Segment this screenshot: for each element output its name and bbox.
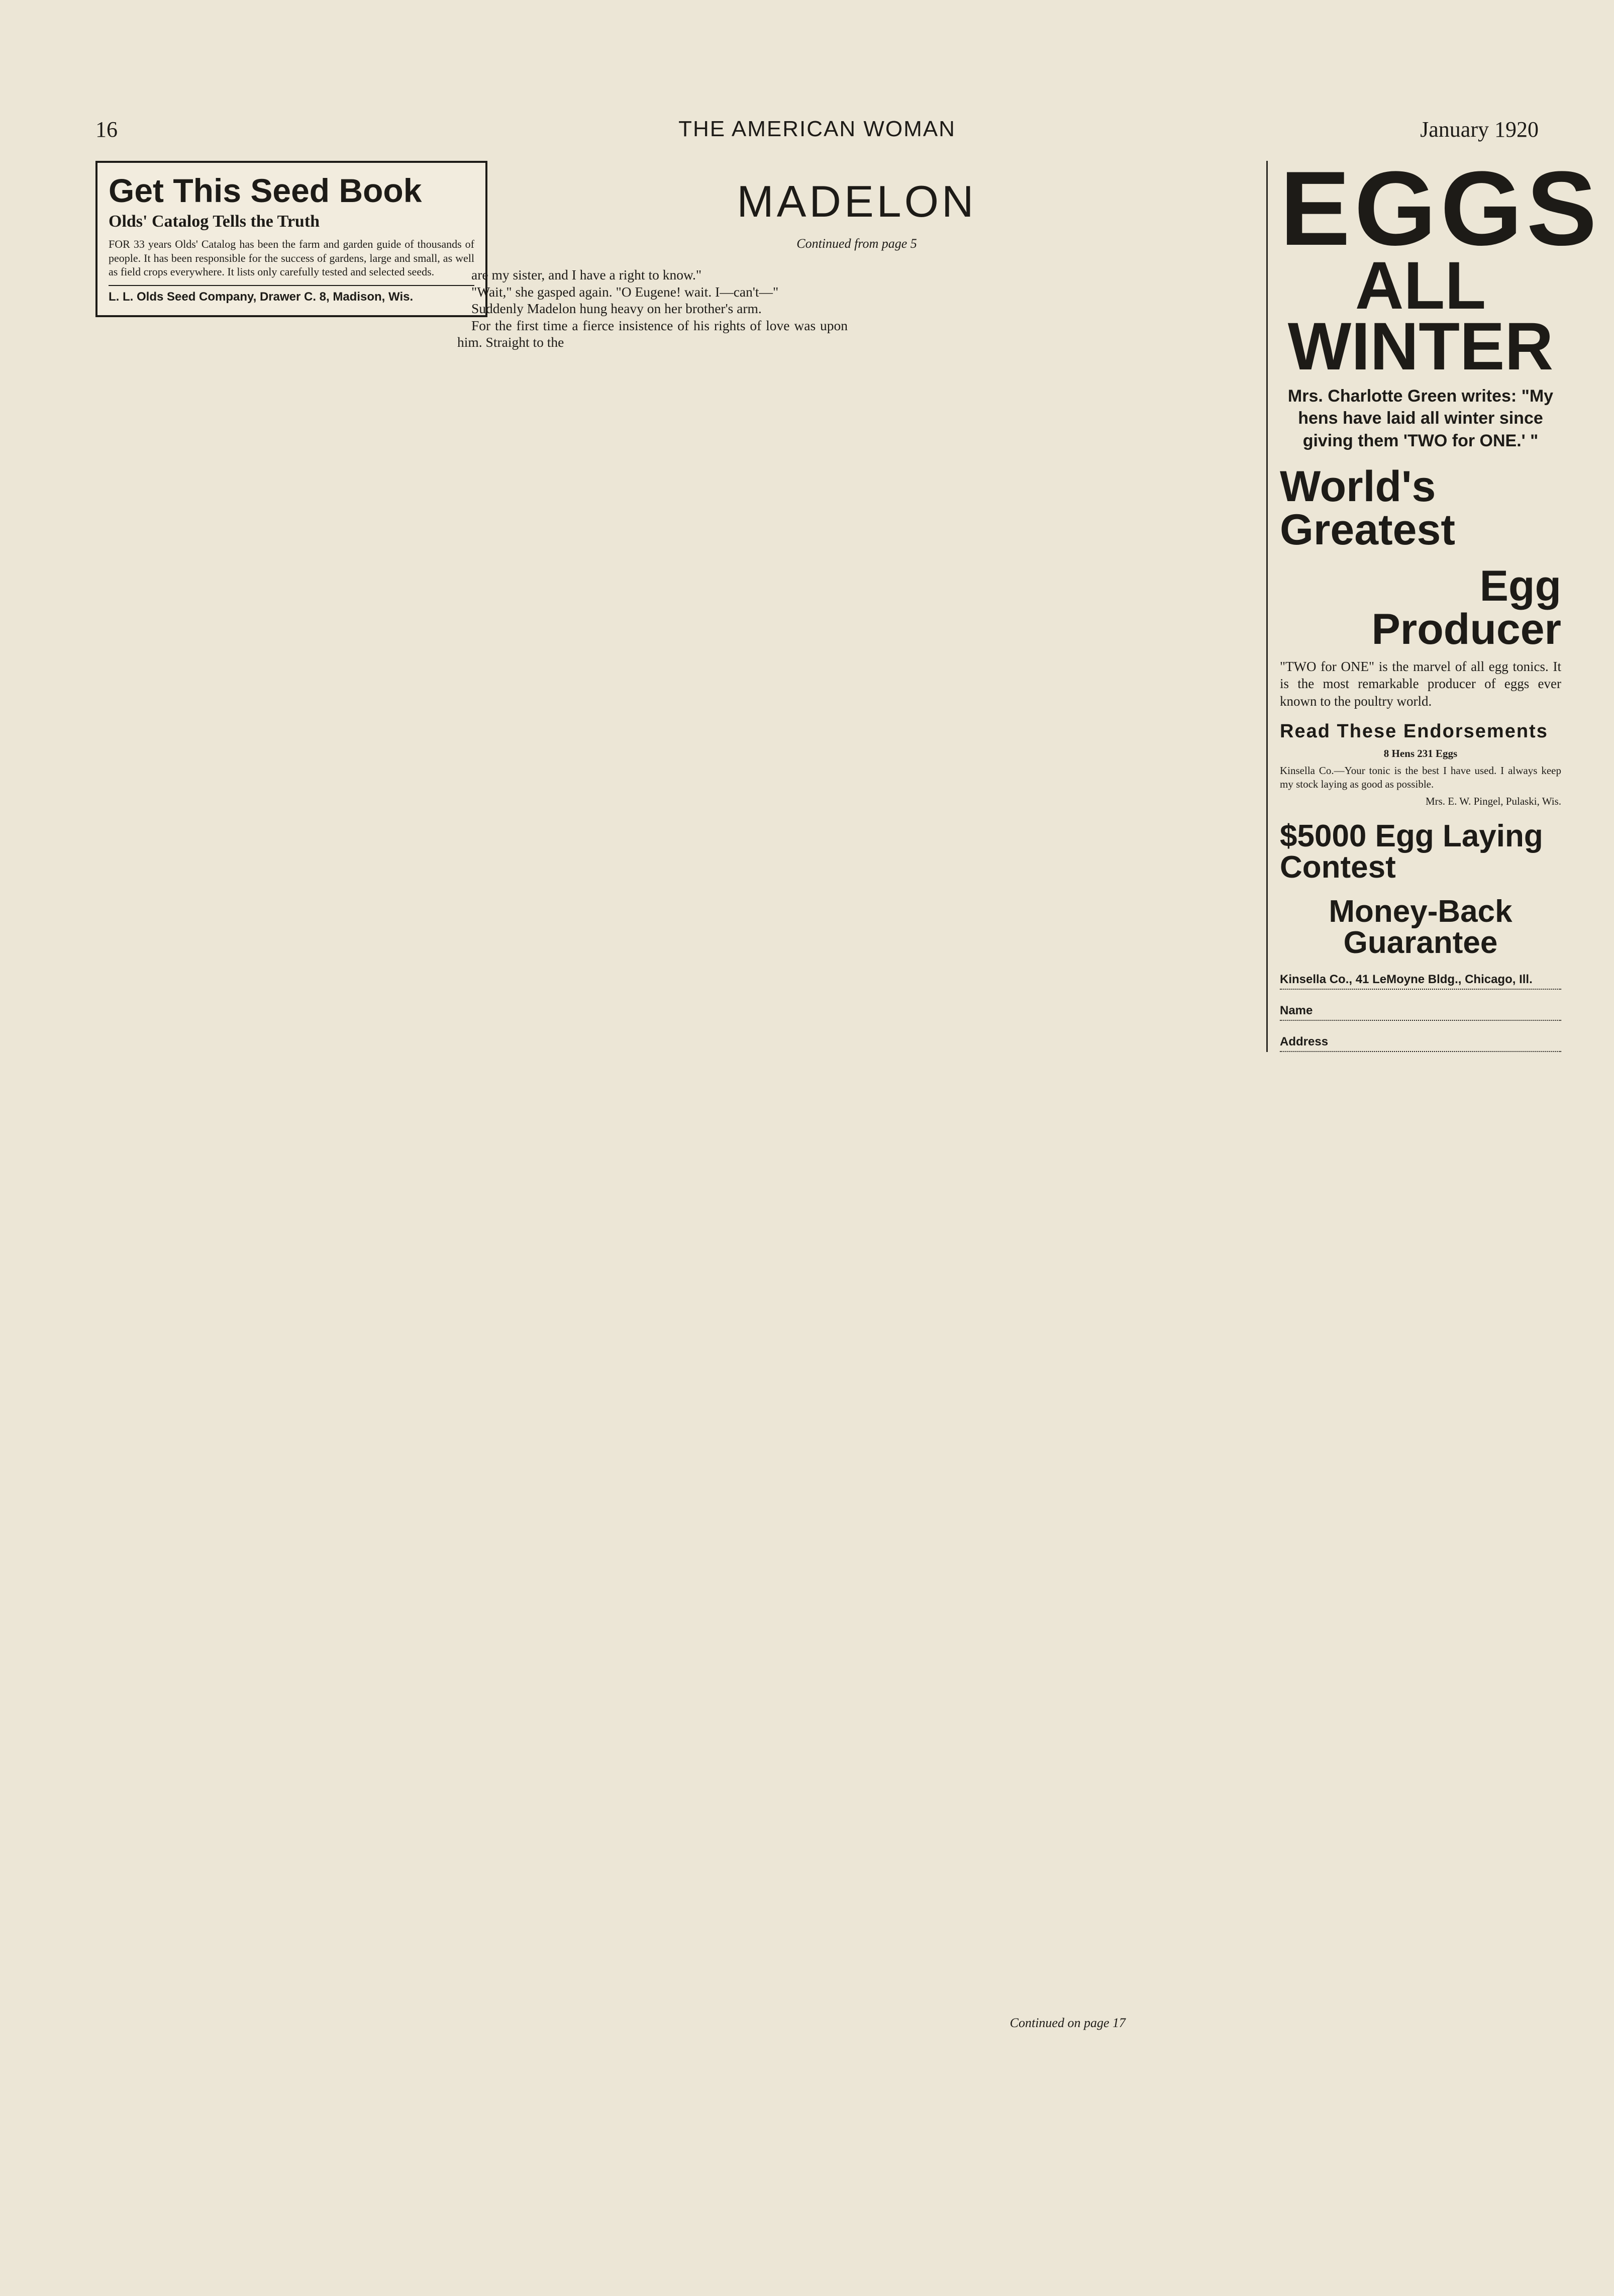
page-number: 16 xyxy=(95,117,118,142)
endorsement xyxy=(1280,747,1561,808)
story-paragraph: "Wait," she gasped again. "O Eugene! wait. I—can't—" xyxy=(471,283,779,300)
ad-body: FOR 33 years Olds' Catalog has been the farm and garden guide of thousands of people. It has been responsible for the success of gardens, large and small, as well as field crops everywhere. It lists only carefully tested and selected seeds. xyxy=(109,238,474,278)
magazine-title: THE AMERICAN WOMAN xyxy=(678,117,956,141)
olds-seed-ad xyxy=(95,161,487,317)
story-body xyxy=(457,266,1256,2011)
address-field[interactable]: Address xyxy=(1280,1035,1561,1052)
eggs-headline-2: Egg Producer xyxy=(1371,561,1561,653)
endorsements-heading: Read These Endorsements xyxy=(1280,721,1548,742)
eggs-hero-line-1: EGGS xyxy=(1280,149,1601,267)
story-paragraph: are my sister, and I have a right to know." xyxy=(471,267,702,282)
eggs-testimonial: Mrs. Charlotte Green writes: "My hens have laid all winter since giving them 'TWO for ONE.' " xyxy=(1287,387,1554,450)
story-title: MADELON xyxy=(737,176,977,226)
story-paragraph: Suddenly Madelon hung heavy on her brother's arm. xyxy=(471,301,762,317)
continued-on: Continued on page 17 xyxy=(1010,2016,1126,2030)
eggs-intro: "TWO for ONE" is the marvel of all egg tonics. It is the most remarkable producer of eggs ever known to the poultry world. xyxy=(1280,658,1561,709)
continued-from: Continued from page 5 xyxy=(796,236,917,251)
page-columns xyxy=(95,149,1601,2212)
ad-subheading: Olds' Catalog Tells the Truth xyxy=(109,212,320,231)
story-paragraph: For the first time a fierce insistence of his rights of love was upon him. Straight to the xyxy=(457,317,848,350)
running-head xyxy=(95,117,1539,152)
story-column xyxy=(457,161,1256,2031)
endorsement-signature: Mrs. E. W. Pingel, Pulaski, Wis. xyxy=(1425,795,1561,807)
ad-footer: L. L. Olds Seed Company, Drawer C. 8, Madison, Wis. xyxy=(109,285,474,304)
eggs-headline-1: World's Greatest xyxy=(1280,462,1455,554)
name-field[interactable]: Name xyxy=(1280,1004,1561,1021)
eggs-hero-line-2: ALL WINTER xyxy=(1287,248,1554,384)
issue-date: January 1920 xyxy=(1420,117,1539,142)
endorsement-heading: 8 Hens 231 Eggs xyxy=(1383,747,1458,760)
eggs-hero xyxy=(1280,149,1601,384)
contest-heading: $5000 Egg Laying Contest xyxy=(1280,819,1543,885)
eggs-ad xyxy=(1266,149,1601,1052)
guarantee-heading: Money-Back Guarantee xyxy=(1329,894,1512,961)
order-address: Kinsella Co., 41 LeMoyne Bldg., Chicago, Ill. xyxy=(1280,973,1561,990)
left-ad-column xyxy=(95,161,487,331)
ad-headline: Get This Seed Book xyxy=(109,172,422,209)
endorsement-text: Kinsella Co.—Your tonic is the best I have used. I always keep my stock laying as good as possible. xyxy=(1280,764,1561,790)
